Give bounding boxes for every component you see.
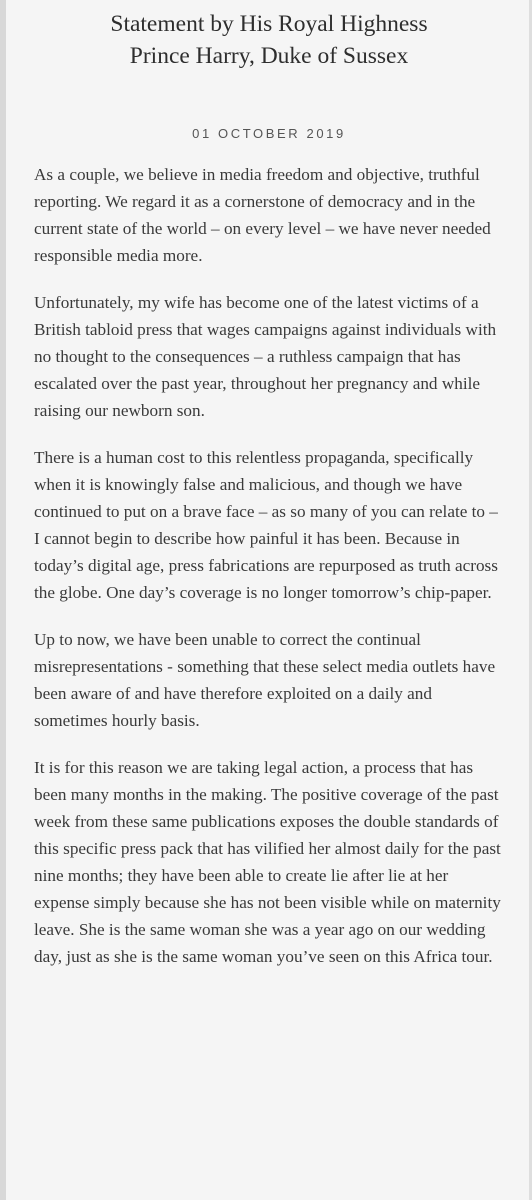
statement-paragraph-5: It is for this reason we are taking legal action, a process that has been many months in the making. The positive coverage of the past week from these same publications exposes the double standards of this specific press pack that has vilified her almost daily for the past nine months; they have been able to create lie after lie at her expense simply because she has not been visible while on maternity leave. She is the same woman she was a year ago on our wedding day, just as she is the same woman you’ve seen on this Africa tour.: [34, 758, 501, 966]
page-edge-left: [0, 0, 6, 1200]
statement-paragraph-1: As a couple, we believe in media freedom and objective, truthful reporting. We regard it as a cornerstone of democracy and in the current state of the world – on every level – we have never needed responsible media more.: [34, 165, 491, 265]
statement-paragraph-3: There is a human cost to this relentless propaganda, specifically when it is knowingly false and malicious, and though we have continued to put on a brave face – as so many of you can relate to – I cannot begin to describe how painful it has been. Because in today’s digital age, press fabrications are repurposed as truth across the globe. One day’s coverage is no longer tomorrow’s chip-paper.: [34, 448, 498, 602]
title-line-1: Statement by His Royal Highness: [110, 11, 428, 37]
statement-date: 01 OCTOBER 2019: [192, 126, 346, 141]
statement-page: [34, 0, 504, 990]
statement-paragraph-2: Unfortunately, my wife has become one of the latest victims of a British tabloid press that wages campaigns against individuals with no thought to the consequences – a ruthless campaign that has escalated over the past year, throughout her pregnancy and while raising our newborn son.: [34, 293, 497, 420]
statement-paragraph-4: Up to now, we have been unable to correct the continual misrepresentations - something that these select media outlets have been aware of and have therefore exploited on a daily and sometimes hourly basis.: [34, 630, 496, 730]
statement-title: [34, 0, 504, 72]
title-line-2: Prince Harry, Duke of Sussex: [129, 43, 409, 69]
